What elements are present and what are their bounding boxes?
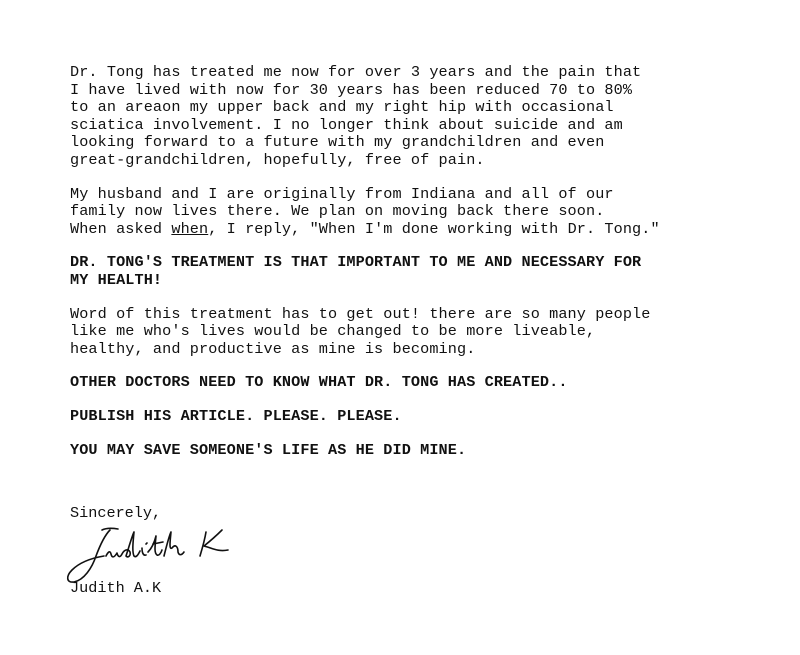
text-line: I have lived with now for 30 years has been reduced 70 to 80%: [70, 80, 633, 99]
letter-body: [70, 64, 770, 475]
text-line: healthy, and productive as mine is becoming.: [70, 339, 476, 358]
paragraph-other-doctors: [70, 374, 770, 392]
text-line: PUBLISH HIS ARTICLE. PLEASE. PLEASE.: [70, 406, 402, 425]
text-fragment: When asked: [70, 219, 172, 238]
text-line: [70, 221, 770, 239]
text-line: MY HEALTH!: [70, 270, 163, 289]
text-line: Word of this treatment has to get out! there are so many people: [70, 304, 651, 323]
text-line: looking forward to a future with my grandchildren and even: [70, 133, 605, 152]
underlined-word: when: [171, 219, 209, 238]
text-line: My husband and I are originally from Indiana and all of our: [70, 184, 614, 203]
text-line: sciatica involvement. I no longer think about suicide and am: [70, 115, 623, 134]
text-line: DR. TONG'S TREATMENT IS THAT IMPORTANT TO ME AND NECESSARY FOR: [70, 253, 642, 272]
text-line: to an areaon my upper back and my right hip with occasional: [70, 98, 614, 117]
paragraph-indiana: [70, 186, 770, 239]
paragraph-importance: [70, 254, 770, 289]
paragraph-publish: [70, 408, 770, 426]
paragraph-save-life: [70, 442, 770, 460]
handwritten-signature: [62, 522, 252, 586]
text-line: YOU MAY SAVE SOMEONE'S LIFE AS HE DID MINE.: [70, 440, 467, 459]
text-line: OTHER DOCTORS NEED TO KNOW WHAT DR. TONG HAS CREATED..: [70, 373, 568, 392]
text-line: family now lives there. We plan on moving back there soon.: [70, 202, 605, 221]
text-line: great-grandchildren, hopefully, free of pain.: [70, 150, 485, 169]
text-line: like me who's lives would be changed to be more liveable,: [70, 322, 596, 341]
signer-name: Judith A.K: [70, 579, 162, 597]
text-line: Dr. Tong has treated me now for over 3 years and the pain that: [70, 63, 642, 81]
paragraph-treatment-history: [70, 64, 770, 170]
closing: Sincerely,: [70, 504, 162, 522]
paragraph-word-out: [70, 306, 770, 359]
text-fragment: , I reply, "When I'm done working with Dr. Tong.": [208, 219, 660, 238]
